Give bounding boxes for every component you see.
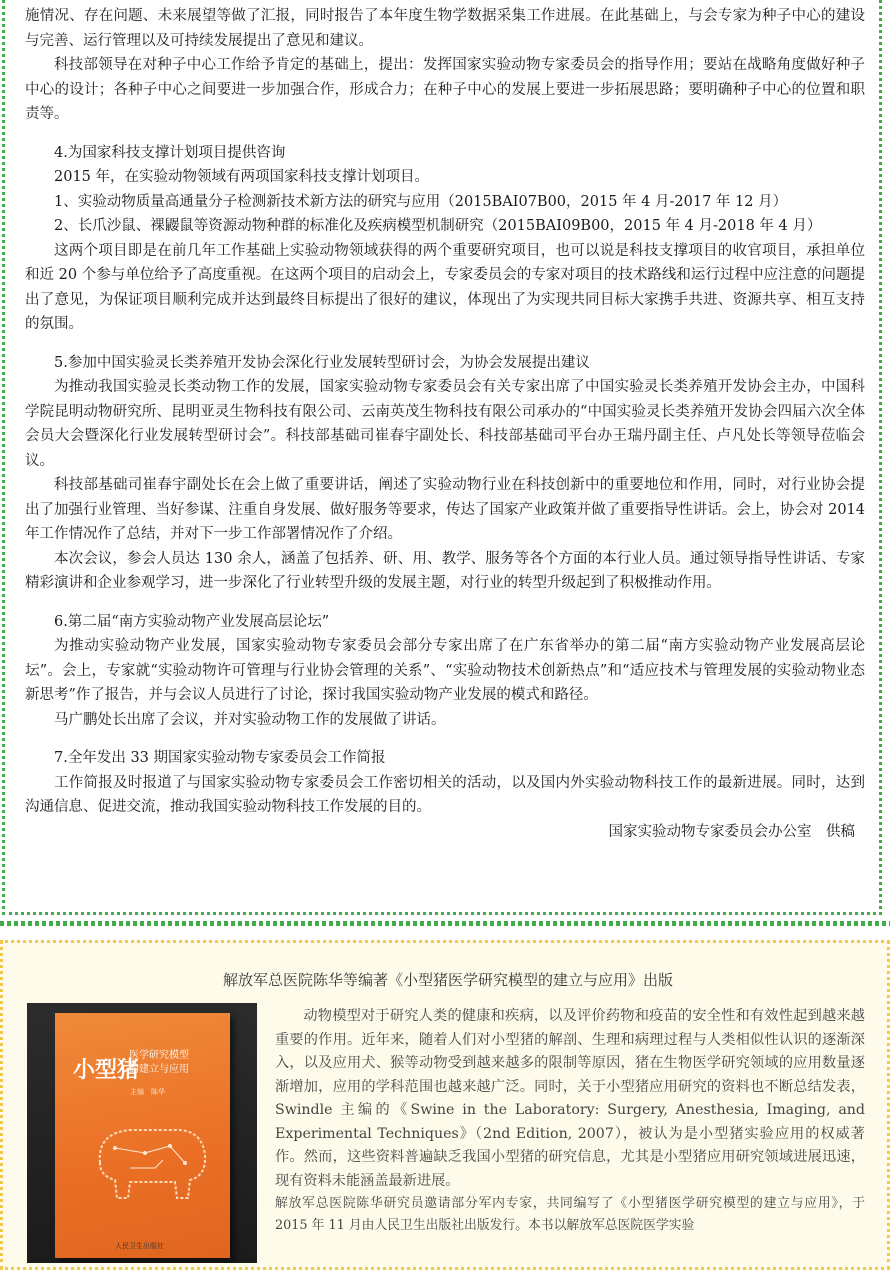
cover-publisher: 人民卫生出版社	[115, 1242, 164, 1250]
section-4-project-1: 1、实验动物质量高通量分子检测新技术新方法的研究与应用（2015BAI07B00，2015 年 4 月-2017 年 12 月）	[54, 193, 788, 210]
cover-main-title-line-1: 医学研究模型	[129, 1050, 189, 1061]
pig-circuit-icon	[85, 1108, 215, 1208]
report-box	[2, 0, 882, 915]
book-announcement-title: 解放军总医院陈华等编著《小型猪医学研究模型的建立与应用》出版	[222, 971, 673, 989]
paragraph-intro-continued: 施情况、存在问题、未来展望等做了汇报，同时报告了本年度生物学数据采集工作进展。在此基础上，与会专家为种子中心的建设与完善、运行管理以及可持续发展提出了意见和建议。	[25, 8, 865, 49]
book-cover	[55, 1013, 230, 1258]
section-5-paragraph: 科技部基础司崔春宇副处长在会上做了重要讲话，阐述了实验动物行业在科技创新中的重要地位和作用，同时，对行业协会提出了加强行业管理、当好参谋、注重自身发展、做好服务等要求，传达了国家产业政策并做了重要指导性讲话。会上，协会对 2014 年工作情况作了总结，并对下一步工作部署情况作了介绍。	[25, 477, 865, 542]
section-6-paragraph: 为推动实验动物产业发展，国家实验动物专家委员会部分专家出席了在广东省举办的第二届“南方实验动物产业发展高层论坛”。会上，专家就“实验动物许可管理与行业协会管理的关系”、“实验动物技术创新热点”和“适应技术与管理发展的实验动物业态新思考”作了报告，并与会议人员进行了讨论，探讨我国实验动物产业发展的模式和路径。	[25, 638, 865, 703]
section-5-paragraph: 本次会议，参会人员达 130 余人，涵盖了包括养、研、用、教学、服务等各个方面的本行业人员。通过领导指导性讲话、专家精彩演讲和企业参观学习，进一步深化了行业转型升级的发展主题，对行业的转型升级起到了积极推动作用。	[25, 550, 865, 591]
cover-main-title	[129, 1049, 189, 1077]
section-4-paragraph: 2015 年，在实验动物领域有两项国家科技支撑计划项目。	[54, 169, 430, 185]
book-description-paragraph: 动物模型对于研究人类的健康和疾病，以及评价药物和疫苗的安全性和有效性起到越来越重要的作用。近年来，随着人们对小型猪的解剖、生理和病理过程与人类相似性认识的逐渐深入，以及应用犬、猴等动物受到越来越多的限制等原因，猪在生物医学研究领域的应用数量逐渐增加，应用的学科范围也越来越广泛。同时，关于小型猪应用研究的资料也不断总结发表，Swindle 主编的《Swine in the Laboratory: Surgery, Anesthesia, Imaging, and Experimental Techniques》（2nd Edition, 2007），被认为是小型猪实验应用的权威著作。然而，这些资料普遍缺乏我国小型猪的研究信息，尤其是小型猪应用研究领域进展迅速，现有资料未能涵盖最新进展。	[275, 1008, 865, 1189]
section-6-paragraph: 马广鹏处长出席了会议，并对实验动物工作的发展做了讲话。	[54, 711, 446, 728]
section-4-paragraph: 这两个项目即是在前几年工作基础上实验动物领域获得的两个重要研究项目，也可以说是科技支撑项目的收官项目，承担单位和近 20 个参与单位给予了高度重视。在这两个项目的启动会上，专家委员会的专家对项目的技术路线和运行过程中应注意的问题提出了意见，为保证项目顺利完成并达到最终目标提出了很好的建议，体现出了为实现共同目标大家携手共进、资源共享、相互支持的氛围。	[25, 242, 865, 332]
paragraph-leadership: 科技部领导在对种子中心工作给予肯定的基础上，提出：发挥国家实验动物专家委员会的指导作用；要站在战略角度做好种子中心的设计；各种子中心之间要进一步加强合作，形成合力；在种子中心的发展上要进一步拓展思路；要明确种子中心的位置和职责等。	[25, 57, 865, 122]
section-7-paragraph: 工作简报及时报道了与国家实验动物专家委员会工作密切相关的活动，以及国内外实验动物科技工作的最新进展。同时，达到沟通信息、促进交流，推动我国实验动物科技工作发展的目的。	[25, 774, 865, 815]
cover-main-title-line-2: 的建立与应用	[129, 1064, 189, 1075]
section-7-heading: 7.全年发出 33 期国家实验动物专家委员会工作简报	[54, 750, 386, 766]
book-description-paragraph: 解放军总医院陈华研究员邀请部分军内专家，共同编写了《小型猪医学研究模型的建立与应用》，于 2015 年 11 月由人民卫生出版社出版发行。本书以解放军总医院医学实验	[275, 1196, 865, 1233]
dotted-divider	[0, 921, 890, 926]
book-announcement-box	[0, 940, 890, 1270]
section-4-heading: 4.为国家科技支撑计划项目提供咨询	[54, 144, 286, 161]
section-6-heading: 6.第二届“南方实验动物产业发展高层论坛”	[54, 613, 330, 630]
book-description	[275, 1005, 865, 1237]
cover-small-title: 小型猪	[73, 1058, 140, 1083]
section-5-paragraph: 为推动我国实验灵长类动物工作的发展，国家实验动物专家委员会有关专家出席了中国实验灵长类养殖开发协会主办，中国科学院昆明动物研究所、昆明亚灵生物科技有限公司、云南英茂生物科技有限公司承办的“中国实验灵长类养殖开发协会四届六次全体会员大会暨深化行业发展转型研讨会”。科技部基础司崔春宇副处长、科技部基础司平台办王瑞丹副主任、卢凡处长等领导莅临会议。	[25, 379, 865, 469]
cover-author: 主编 陈华	[130, 1088, 165, 1096]
section-5-heading: 5.参加中国实验灵长类养殖开发协会深化行业发展转型研讨会，为协会发展提出建议	[54, 354, 590, 371]
book-cover-photo	[27, 1003, 257, 1263]
signature: 国家实验动物专家委员会办公室 供稿	[608, 823, 855, 840]
section-4-project-2: 2、长爪沙鼠、裸鼹鼠等资源动物种群的标准化及疾病模型机制研究（2015BAI09B00，2015 年 4 月-2018 年 4 月）	[54, 218, 822, 234]
